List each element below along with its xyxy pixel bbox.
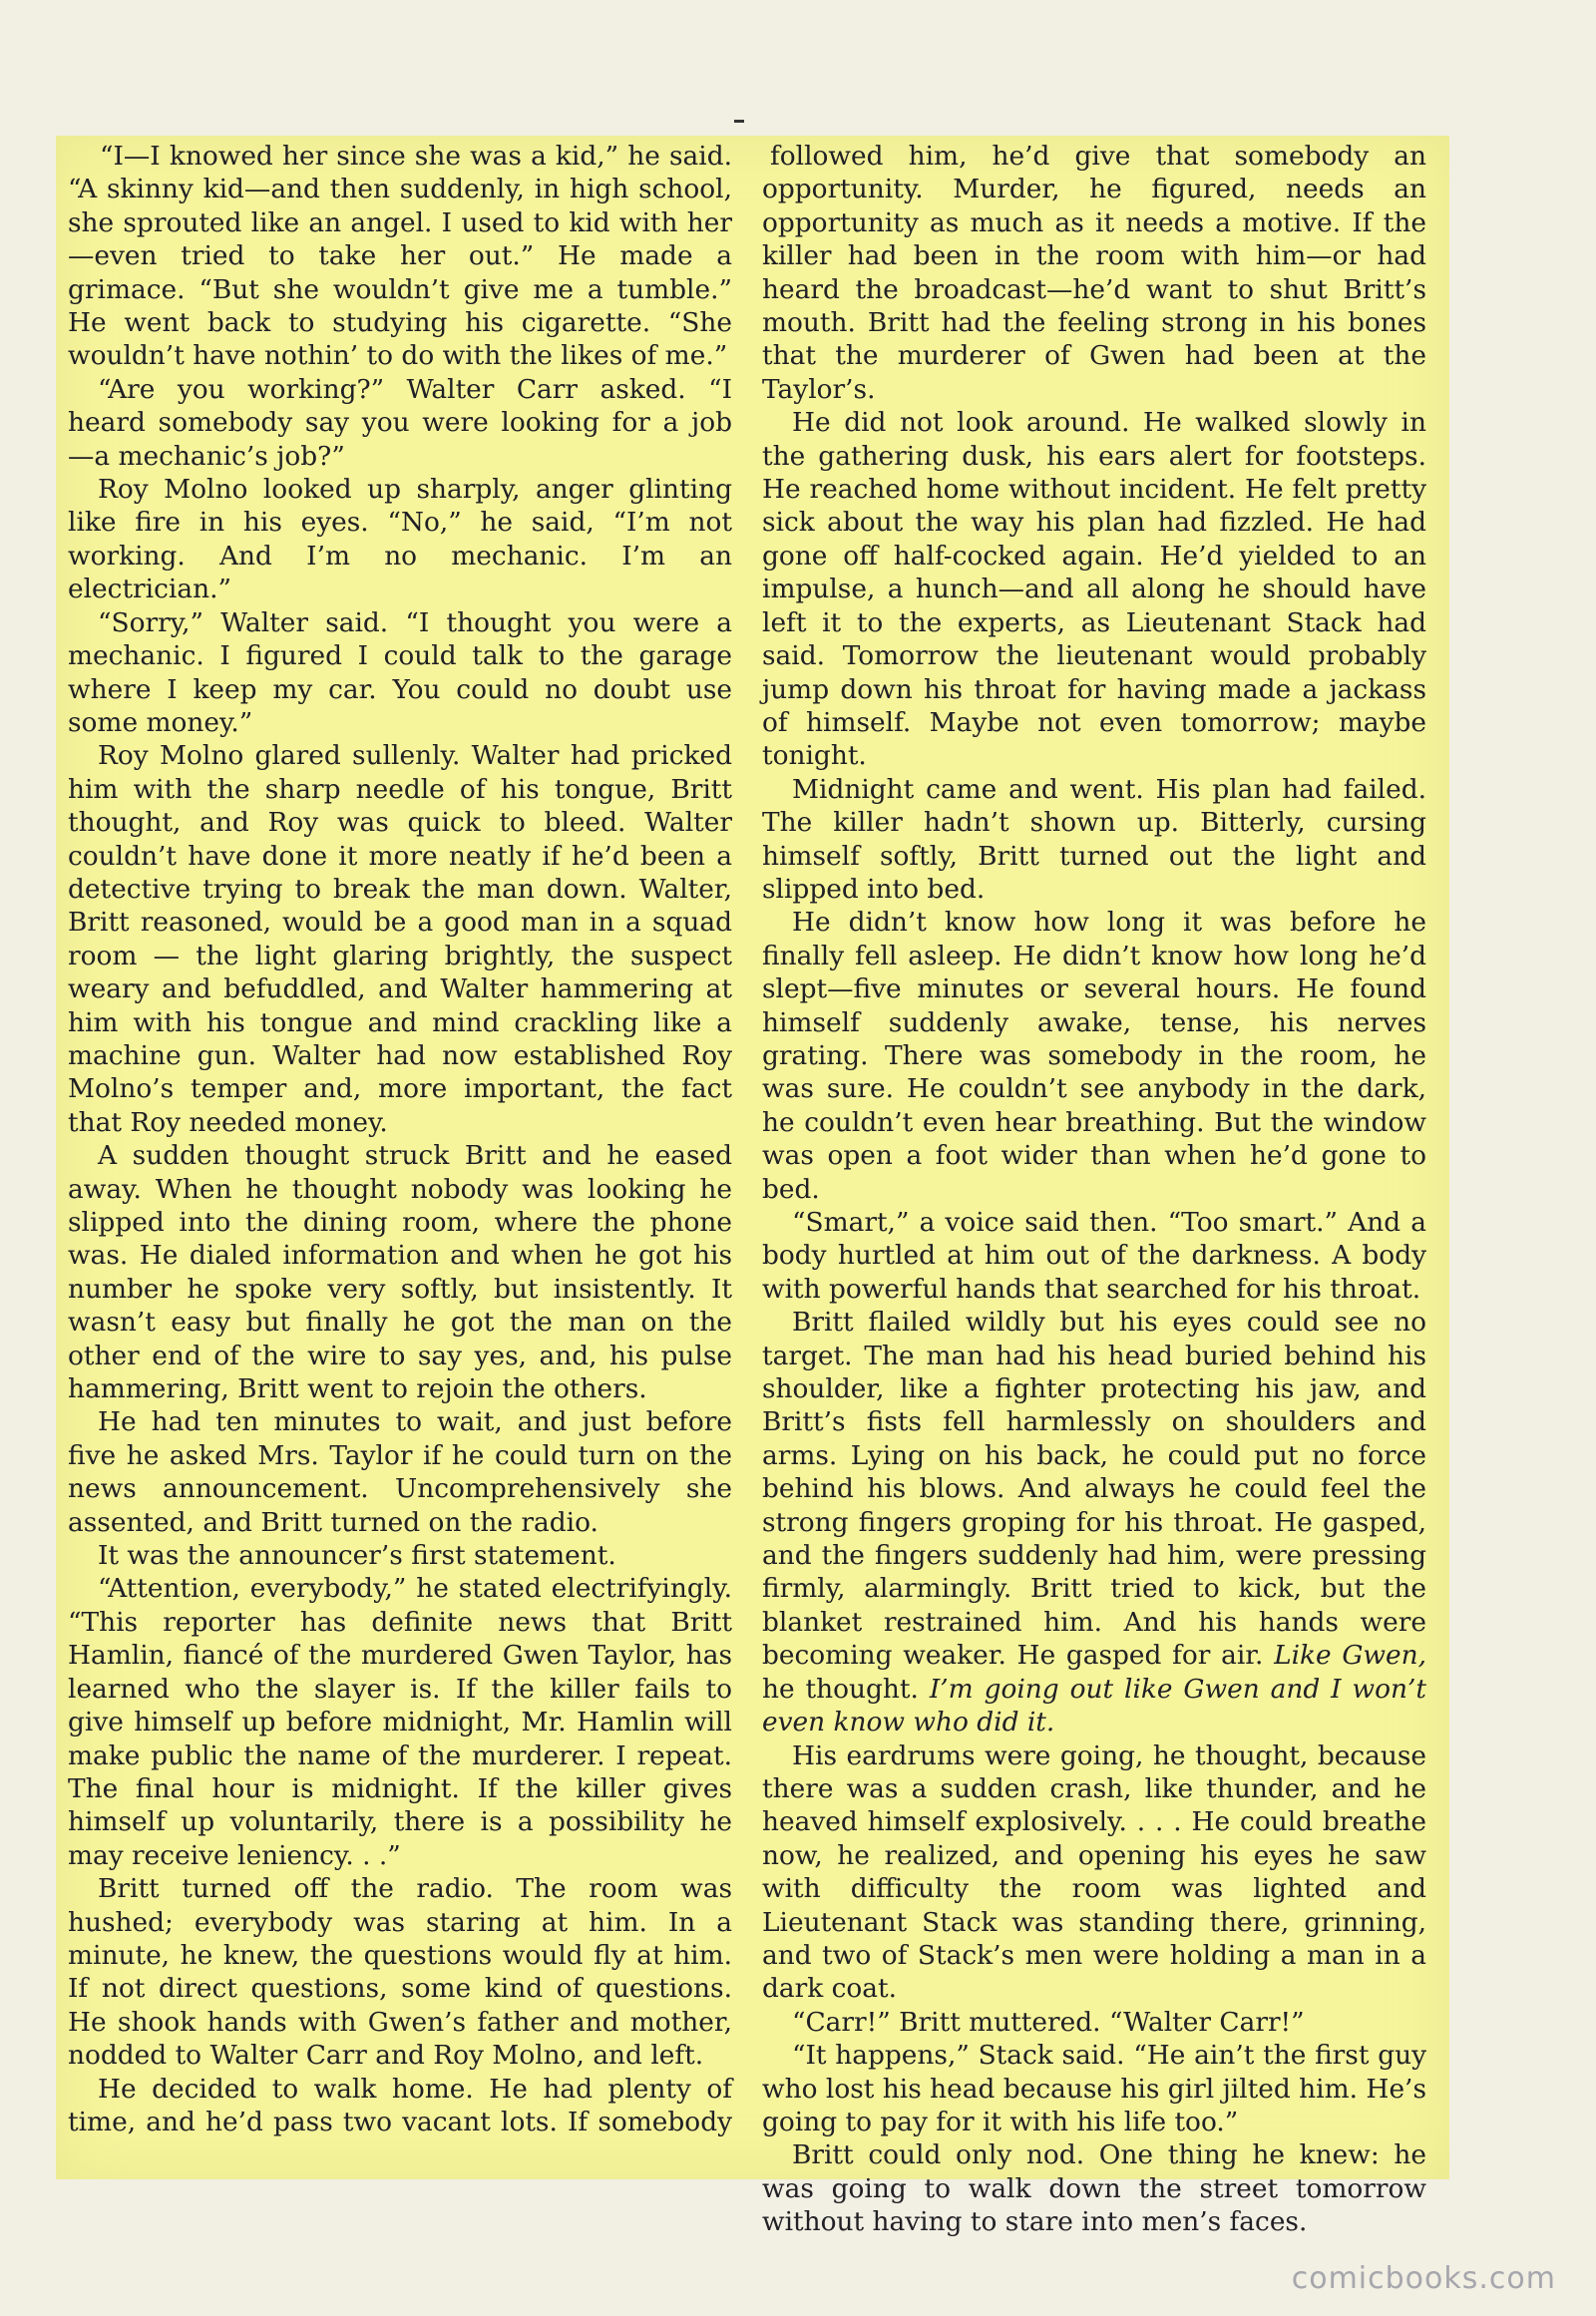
- paragraph: He had ten minutes to wait, and just before five he asked Mrs. Taylor if he could turn on the news announcement. Uncomprehensively she assented, and Britt turned on the radio.: [68, 1406, 732, 1538]
- paragraph: He decided to walk home. He had plenty of time, and he’d pass two vacant lots. If somebody: [68, 2073, 732, 2137]
- thought-tag: he thought.: [762, 1673, 930, 1705]
- paragraph: Roy Molno looked up sharply, anger glinting like fire in his eyes. “No,” he said, “I’m not working. And I’m no mechanic. I’m an electrician.”: [68, 474, 732, 605]
- italic-thought-prefix: Like Gwen,: [1274, 1640, 1426, 1672]
- paragraph: He did not look around. He walked slowly in the gathering dusk, his ears alert for footsteps. He reached home without incident. He felt pretty sick about the way his plan had fizzled. He had gone off half-cocked again. He’d yielded to an impulse, a hunch—and all along he should have left it to the experts, as Lieutenant Stack had said. Tomorrow the lieutenant would probably jump down his throat for having made a jackass of himself. Maybe not even tomorrow; maybe tonight.: [762, 407, 1426, 772]
- paragraph: “It happens,” Stack said. “He ain’t the first guy who lost his head because his girl jilted him. He’s going to pay for it with his life too.”: [762, 2040, 1426, 2137]
- paragraph: It was the announcer’s first statement.: [98, 1540, 616, 1572]
- paragraph: “Carr!” Britt muttered. “Walter Carr!”: [792, 2006, 1305, 2038]
- site-watermark: comicbooks.com: [1291, 2261, 1556, 2296]
- paragraph-text: Britt flailed wildly but his eyes could see no target. The man had his head buried behind his shoulder, like a fighter protecting his jaw, and Britt’s fists fell harmlessly on shoulders and arms. Lying on his back, he could put no force behind his blows. And always he could feel the strong fingers groping for his throat. He gasped, and the fingers suddenly had him, were pressing firmly, alarmingly. Britt tried to kick, but the blanket restrained him. And his hands were becoming weaker. He gasped for air.: [762, 1307, 1426, 1672]
- paragraph: “Attention, everybody,” he stated electrifyingly. “This reporter has definite news that Britt Hamlin, fiancé of the murdered Gwen Taylor, has learned who the slayer is. If the killer fails to give himself up before midnight, Mr. Hamlin will make public the name of the murderer. I repeat. The final hour is midnight. If the killer gives himself up voluntarily, there is a possibility he may receive leniency. . .”: [68, 1573, 732, 1871]
- print-speck: [734, 120, 744, 123]
- paragraph: His eardrums were going, he thought, because there was a sudden crash, like thunder, and he heaved himself explosively. . . . He could breathe now, he realized, and opening his eyes he saw with difficulty the room was lighted and Lieutenant Stack was standing there, grinning, and two of Stack’s men were holding a man in a dark coat.: [762, 1739, 1426, 2005]
- paragraph: Roy Molno glared sullenly. Walter had pricked him with the sharp needle of his tongue, Britt thought, and Roy was quick to bleed. Walter couldn’t have done it more neatly if he’d been a detective trying to break the man down. Walter, Britt reasoned, would be a good man in a squad room — the light glaring brightly, the suspect weary and befuddled, and Walter hammering at him with his tongue and mind crackling like a machine gun. Walter had now established Roy Molno’s temper and, more important, the fact that Roy needed money.: [68, 740, 732, 1138]
- paragraph: “Sorry,” Walter said. “I thought you were a mechanic. I figured I could talk to the garage where I keep my car. You could no doubt use some money.”: [68, 606, 732, 738]
- paragraph: Britt could only nod. One thing he knew: he was going to walk down the street tomorrow without having to stare into men’s faces.: [762, 2139, 1426, 2238]
- paragraph: Britt turned off the radio. The room was hushed; everybody was staring at him. In a minute, he knew, the questions would fly at him. If not direct questions, some kind of questions. He shook hands with Gwen’s father and mother, nodded to Walter Carr and Roy Molno, and left.: [68, 1873, 732, 2072]
- paragraph: A sudden thought struck Britt and he eased away. When he thought nobody was looking he slipped into the dining room, where the phone was. He dialed information and when he got his number he spoke very softly, but insistently. It wasn’t easy but finally he got the man on the other end of the wire to say yes, and, his pulse hammering, Britt went to rejoin the others.: [68, 1140, 732, 1405]
- paragraph: followed him, he’d give that somebody an opportunity. Murder, he figured, needs an opportunity as much as it needs a motive. If the killer had been in the room with him—or had heard the broadcast—he’d want to shut Britt’s mouth. Britt had the feeling strong in his bones that the murderer of Gwen had been at the Taylor’s.: [762, 141, 1426, 405]
- paragraph: “Smart,” a voice said then. “Too smart.” And a body hurtled at him out of the darkness. A body with powerful hands that searched for his throat.: [762, 1207, 1426, 1305]
- italic-thought: I’m going out like Gwen and I won’t even know who did it.: [762, 1673, 1426, 1738]
- paragraph-with-thought: [762, 1306, 1426, 1738]
- paragraph: Midnight came and went. His plan had failed. The killer hadn’t shown up. Bitterly, cursing himself softly, Britt turned out the light and slipped into bed.: [762, 773, 1426, 905]
- right-text-column: [762, 140, 1426, 2239]
- paragraph: “Are you working?” Walter Carr asked. “I heard somebody say you were looking for a job —a mechanic’s job?”: [68, 373, 732, 472]
- left-text-column: [68, 140, 732, 2138]
- paragraph: “I—I knowed her since she was a kid,” he said. “A skinny kid—and then suddenly, in high school, she sprouted like an angel. I used to kid with her—even tried to take her out.” He made a grimace. “But she wouldn’t give me a tumble.” He went back to studying his cigarette. “She wouldn’t have nothin’ to do with the likes of me.”: [68, 141, 732, 372]
- paragraph: He didn’t know how long it was before he finally fell asleep. He didn’t know how long he’d slept—five minutes or several hours. He found himself suddenly awake, tense, his nerves grating. There was somebody in the room, he was sure. He couldn’t see anybody in the dark, he couldn’t even hear breathing. But the window was open a foot wider than when he’d gone to bed.: [762, 907, 1426, 1205]
